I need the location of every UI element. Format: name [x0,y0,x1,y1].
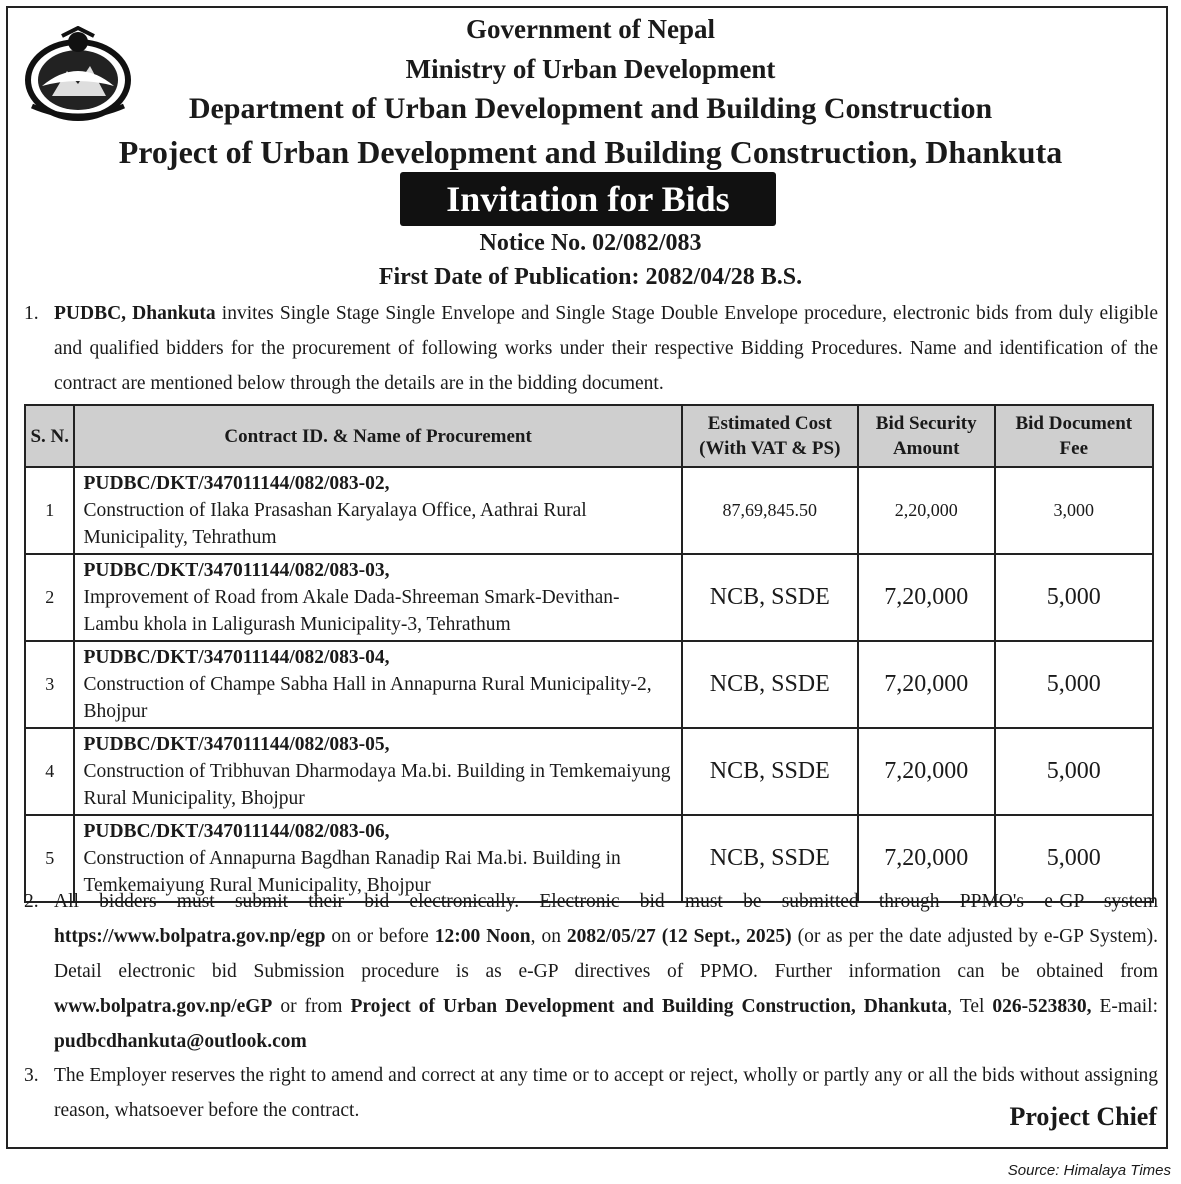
row-sn: 4 [25,728,74,815]
procurement-name: Construction of Champe Sabha Hall in Annapurna Rural Municipality-2, Bhojpur [83,674,652,722]
bids-table-header [25,405,1153,467]
row-sn: 5 [25,815,74,902]
notice-number: Notice No. 02/082/083 [479,230,702,256]
clause-2-number: 2. [24,891,39,912]
row-contract [74,728,681,815]
row-contract [74,641,681,728]
estimated-cost: NCB, SSDE [682,815,858,902]
document-fee: 5,000 [995,815,1153,902]
contract-id: PUDBC/DKT/347011144/082/083-03, [83,560,390,581]
procurement-name: Improvement of Road from Akale Dada-Shreeman Smark-Devithan-Lambu khola in Laligurash Municipality-3, Tehrathum [83,587,620,635]
clause-1-lead: PUDBC, Dhankuta [54,303,216,324]
header-project: Project of Urban Development and Building Construction, Dhankuta [118,134,1063,170]
bid-security: 7,20,000 [858,728,995,815]
table-row [25,554,1153,641]
header-government: Government of Nepal [466,14,715,44]
document-fee: 3,000 [995,467,1153,554]
clause-1-number: 1. [24,303,39,324]
source-credit: Source: Himalaya Times [1007,1162,1171,1179]
invitation-banner: Invitation for Bids [400,172,776,226]
bids-table [24,404,1154,903]
clause-3 [24,1058,1158,1128]
header-bid-security: Bid Security Amount [858,405,995,467]
clause-2-text-b: on or before [325,926,435,947]
header-document-fee: Bid Document Fee [995,405,1153,467]
estimated-cost: NCB, SSDE [682,554,858,641]
signatory-title: Project Chief [1009,1102,1157,1131]
clause-2-text-d: (or as per the date adjusted by e-GP System). Detail electronic bid Submission procedure is as e-GP directives of PPMO. Further information can be obtained from [54,926,1159,982]
table-row [25,467,1153,554]
clause-3-number: 3. [24,1065,39,1086]
clause-2-text-f: , Tel [947,996,993,1017]
contract-id: PUDBC/DKT/347011144/082/083-05, [83,734,390,755]
clause-2 [24,884,1158,1059]
procurement-name: Construction of Annapurna Bagdhan Ranadip Rai Ma.bi. Building in Temkemaiyung Rural Municipality, Bhojpur [83,848,621,896]
table-row [25,728,1153,815]
bolpatra-url-link[interactable]: www.bolpatra.gov.np/eGP [54,996,273,1017]
clause-2-text-g: E-mail: [1091,996,1158,1017]
document-fee: 5,000 [995,641,1153,728]
project-office-name: Project of Urban Development and Building Construction, Dhankuta [350,996,948,1017]
document-fee: 5,000 [995,554,1153,641]
egp-url-link[interactable]: https://www.bolpatra.gov.np/egp [54,926,326,947]
header-sn: S. N. [25,405,74,467]
table-row [25,641,1153,728]
clause-3-text: The Employer reserves the right to amend and correct at any time or to accept or reject, wholly or partly any or all the bids without assigning reason, whatsoever before the contract. [54,1065,1158,1121]
bid-security: 2,20,000 [858,467,995,554]
estimated-cost: NCB, SSDE [682,641,858,728]
contract-id: PUDBC/DKT/347011144/082/083-02, [83,473,390,494]
contract-id: PUDBC/DKT/347011144/082/083-04, [83,647,390,668]
telephone-number: 026-523830, [992,996,1092,1017]
row-sn: 1 [25,467,74,554]
header-ministry: Ministry of Urban Development [405,54,776,84]
clause-1-text: invites Single Stage Single Envelope and Single Stage Double Envelope procedure, electronic bids from duly eligible and qualified bidders for the procurement of following works under their respective Bidding Procedures. Name and identification of the contract are mentioned below through the details are in the bidding document. [54,303,1158,394]
deadline-time: 12:00 Noon [434,926,531,947]
row-sn: 2 [25,554,74,641]
header-department: Department of Urban Development and Building Construction [188,92,993,125]
deadline-date: 2082/05/27 (12 Sept., 2025) [566,926,792,947]
estimated-cost: 87,69,845.50 [682,467,858,554]
row-contract [74,467,681,554]
clause-1 [24,296,1158,401]
bid-security: 7,20,000 [858,641,995,728]
contract-id: PUDBC/DKT/347011144/082/083-06, [83,821,390,842]
header-estimated-cost: Estimated Cost (With VAT & PS) [682,405,858,467]
bid-security: 7,20,000 [858,554,995,641]
header-contract: Contract ID. & Name of Procurement [74,405,681,467]
row-contract [74,554,681,641]
document-fee: 5,000 [995,728,1153,815]
clause-2-text-c: , on [530,926,567,947]
publication-date: First Date of Publication: 2082/04/28 B.S. [378,264,803,290]
bid-security: 7,20,000 [858,815,995,902]
estimated-cost: NCB, SSDE [682,728,858,815]
procurement-name: Construction of Tribhuvan Dharmodaya Ma.bi. Building in Temkemaiyung Rural Municipality, Bhojpur [83,761,671,809]
email-link[interactable]: pudbcdhankuta@outlook.com [54,1031,307,1052]
procurement-name: Construction of Ilaka Prasashan Karyalaya Office, Aathrai Rural Municipality, Tehrathum [83,500,587,548]
row-sn: 3 [25,641,74,728]
clause-2-text-a: All bidders must submit their bid electronically. Electronic bid must be submitted through PPMO's e-GP system [54,891,1158,912]
clause-2-text-e: or from [272,996,351,1017]
